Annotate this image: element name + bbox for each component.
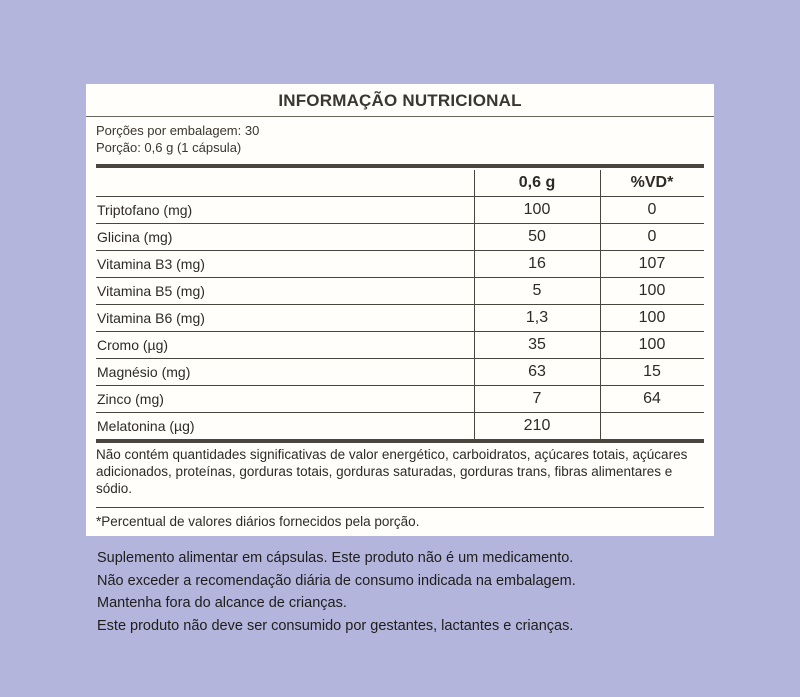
table-row (96, 197, 704, 224)
insignificant-quantities-note: Não contém quantidades significativas de valor energético, carboidratos, açúcares totais, açúcares adicionados, proteínas, gorduras totais, gorduras saturadas, gorduras trans, fibras alimentares e sódio. (96, 447, 688, 496)
nutrient-dv: 100 (638, 336, 666, 353)
nutrient-amount: 63 (528, 363, 546, 380)
table-row (96, 386, 704, 413)
table-row (96, 278, 704, 305)
disclaimer-block (97, 547, 576, 637)
title-divider (86, 116, 714, 117)
disclaimer-line: Este produto não deve ser consumido por gestantes, lactantes e crianças. (97, 617, 574, 634)
table-header-row (96, 170, 704, 197)
nutrient-name: Magnésio (mg) (97, 364, 191, 380)
nutrient-name: Vitamina B6 (mg) (97, 310, 205, 326)
table-bottom-rule (96, 439, 704, 443)
nutrient-name: Zinco (mg) (97, 391, 164, 407)
nutrient-name: Vitamina B5 (mg) (97, 283, 205, 299)
nutrient-amount: 7 (532, 390, 542, 407)
nutrient-dv: 0 (647, 201, 657, 218)
disclaimer-line: Suplemento alimentar em cápsulas. Este produto não é um medicamento. (97, 550, 574, 566)
nutrient-amount: 1,3 (525, 309, 549, 326)
nutrient-dv: 0 (647, 228, 657, 245)
note-divider (96, 507, 704, 508)
nutrient-name: Glicina (mg) (97, 229, 173, 245)
nutrient-name: Triptofano (mg) (97, 202, 193, 218)
nutrient-amount: 16 (528, 255, 546, 272)
nutrition-title: INFORMAÇÃO NUTRICIONAL (278, 91, 522, 110)
nutrient-dv: 64 (643, 390, 661, 407)
nutrient-name: Vitamina B3 (mg) (97, 256, 205, 272)
table-row (96, 332, 704, 359)
daily-value-footnote: *Percentual de valores diários fornecidos pela porção. (96, 514, 420, 529)
nutrition-facts-panel (86, 84, 714, 536)
nutrient-dv: 15 (643, 363, 661, 380)
nutrient-dv: 100 (638, 309, 666, 326)
table-row (96, 359, 704, 386)
table-row (96, 224, 704, 251)
disclaimer-line: Mantenha fora do alcance de crianças. (97, 595, 347, 611)
disclaimer-line: Não exceder a recomendação diária de consumo indicada na embalagem. (97, 572, 576, 589)
nutrient-dv: 100 (638, 282, 666, 299)
table-row (96, 305, 704, 332)
nutrient-name: Cromo (µg) (97, 337, 169, 353)
table-row (96, 251, 704, 278)
nutrient-amount: 210 (523, 417, 551, 434)
nutrient-name: Melatonina (µg) (97, 418, 195, 434)
table-row (96, 413, 704, 440)
nutrient-amount: 100 (523, 201, 551, 218)
nutrient-amount: 5 (532, 282, 542, 299)
serving-size: Porção: 0,6 g (1 cápsula) (96, 140, 242, 155)
column-header-amount: 0,6 g (518, 174, 556, 191)
column-header-dv: %VD* (630, 174, 674, 191)
header-top-rule (96, 164, 704, 168)
nutrient-amount: 35 (528, 336, 546, 353)
servings-per-package: Porções por embalagem: 30 (96, 123, 260, 138)
nutrient-dv: 107 (638, 255, 666, 272)
nutrient-amount: 50 (528, 228, 546, 245)
